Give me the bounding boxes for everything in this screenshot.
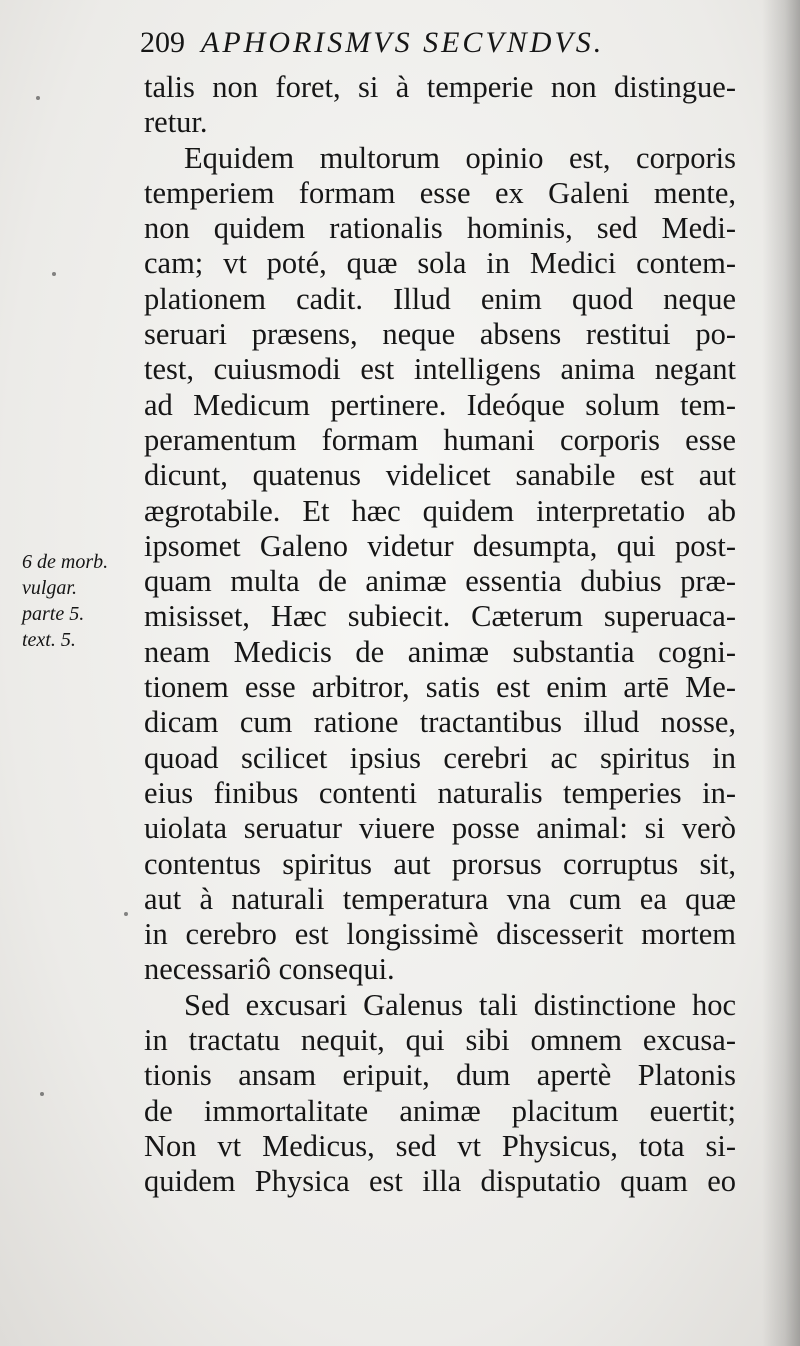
text-line: eius finibus contenti naturalis temperies in-: [144, 775, 736, 810]
text-line: Equidem multorum opinio est, corporis: [184, 140, 736, 175]
margin-note-line: parte 5.: [22, 603, 85, 625]
text-line: quidem Physica est illa disputatio quam eo: [144, 1164, 736, 1199]
margin-note: [22, 549, 140, 653]
text-line: cam; vt poté, quæ sola in Medici contem-: [144, 246, 736, 281]
paper-speck: [36, 96, 40, 100]
text-line: neam Medicis de animæ substantia cogni-: [144, 634, 736, 669]
text-line: aut à naturali temperatura vna cum ea quæ: [144, 881, 736, 916]
text-line: contentus spiritus aut prorsus corruptus sit,: [144, 846, 736, 881]
text-line: necessariô consequi.: [144, 952, 395, 987]
margin-note-line: 6 de morb.: [22, 551, 109, 573]
text-line: dicunt, quatenus videlicet sanabile est aut: [144, 458, 736, 493]
text-line: Non vt Medicus, sed vt Physicus, tota si-: [144, 1128, 736, 1163]
text-line: peramentum formam humani corporis esse: [144, 422, 736, 457]
running-head: APHORISMVS SECVNDVS.: [201, 26, 605, 59]
text-line: in tractatu nequit, qui sibi omnem excusa-: [144, 1023, 736, 1058]
text-line: tionis ansam eripuit, dum apertè Platonis: [144, 1058, 736, 1093]
text-line: seruari præsens, neque absens restitui po-: [144, 317, 736, 352]
body-text: [144, 70, 736, 1200]
gutter-shadow: [762, 0, 800, 1346]
page-header: [140, 26, 700, 70]
text-line: ægrotabile. Et hæc quidem interpretatio ab: [144, 493, 736, 528]
text-line: uiolata seruatur viuere posse animal: si verò: [144, 811, 736, 846]
margin-note-line: text. 5.: [22, 629, 76, 651]
paper-speck: [124, 912, 128, 916]
text-line: temperiem formam esse ex Galeni mente,: [144, 175, 736, 210]
text-line: de immortalitate animæ placitum euertit;: [144, 1093, 736, 1128]
text-line: test, cuiusmodi est intelligens anima negant: [144, 352, 736, 387]
margin-note-line: vulgar.: [22, 577, 77, 599]
text-line: retur.: [144, 105, 208, 140]
text-line: talis non foret, si à temperie non distingue-: [144, 70, 736, 104]
text-line: Sed excusari Galenus tali distinctione hoc: [184, 987, 736, 1022]
paper-speck: [52, 272, 56, 276]
text-line: quam multa de animæ essentia dubius præ-: [144, 564, 736, 599]
text-line: quoad scilicet ipsius cerebri ac spiritus in: [144, 740, 736, 775]
page-number: 209: [140, 26, 185, 59]
text-line: dicam cum ratione tractantibus illud nosse,: [144, 705, 736, 740]
text-line: ipsomet Galeno videtur desumpta, qui post-: [144, 528, 736, 563]
text-line: ad Medicum pertinere. Ideóque solum tem-: [144, 387, 736, 422]
text-line: tionem esse arbitror, satis est enim artē Me-: [144, 670, 736, 705]
text-line: plationem cadit. Illud enim quod neque: [144, 281, 736, 316]
text-line: non quidem rationalis hominis, sed Medi-: [144, 211, 736, 246]
text-line: in cerebro est longissimè discesserit mortem: [144, 917, 736, 952]
paper-speck: [40, 1092, 44, 1096]
text-line: misisset, Hæc subiecit. Cæterum superuaca-: [144, 599, 736, 634]
